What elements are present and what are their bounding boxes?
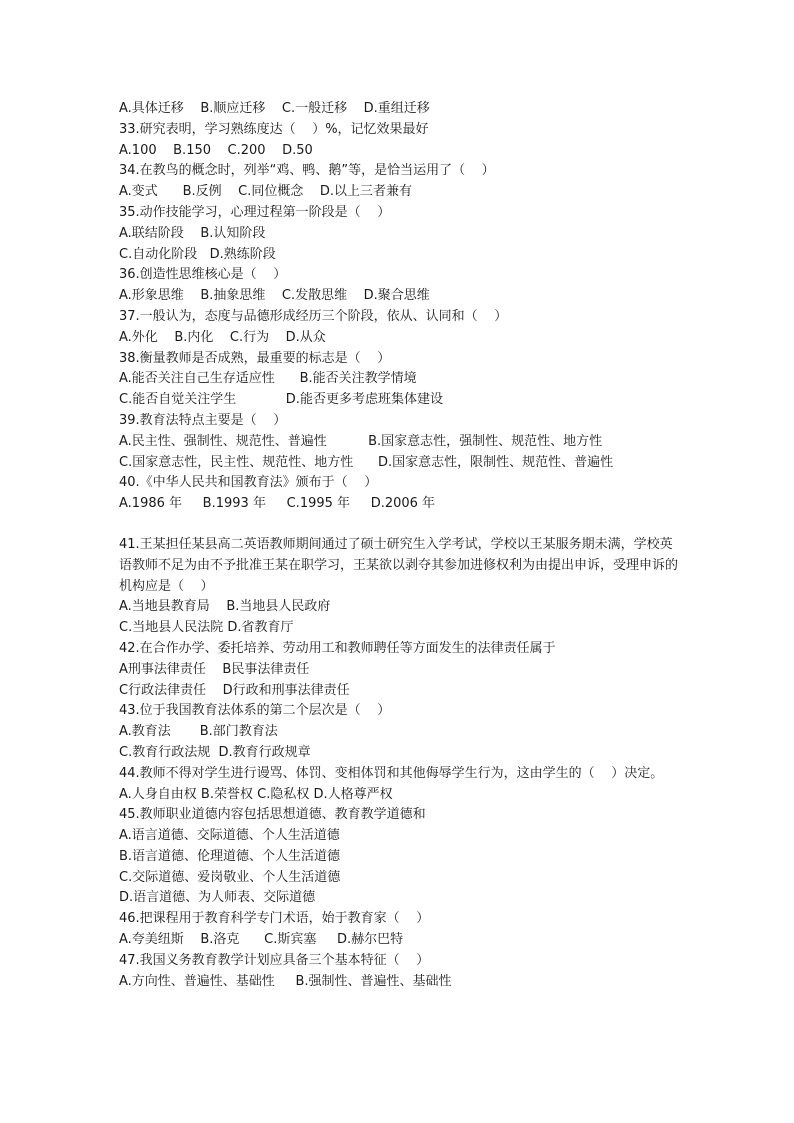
q35-question: 35.动作技能学习，心理过程第一阶段是（ ） — [119, 204, 391, 220]
q43-question: 43.位于我国教育法体系的第二个层次是（ ） — [119, 703, 391, 719]
q42-question: 42.在合作办学、委托培养、劳动用工和教师聘任等方面发生的法律责任属于 — [119, 640, 556, 656]
q46-question: 46.把课程用于教育科学专门术语，始于教育家（ ） — [119, 911, 430, 927]
q36-options: A.形象思维 B.抽象思维 C.发散思维 D.聚合思维 — [119, 288, 430, 304]
q45-option-c: C.交际道德、爱岗敬业、个人生活道德 — [119, 869, 341, 885]
q36-question: 36.创造性思维核心是（ ） — [119, 267, 287, 283]
q44-options: A.人身自由权 B.荣誉权 C.隐私权 D.人格尊严权 — [119, 786, 393, 802]
q45-option-a: A.语言道德、交际道德、个人生活道德 — [119, 828, 340, 844]
q40-options: A.1986 年 B.1993 年 C.1995 年 D.2006 年 — [119, 496, 436, 512]
q45-question: 45.教师职业道德内容包括思想道德、教育教学道德和 — [119, 807, 426, 823]
q41-question: 41.王某担任某县高二英语教师期间通过了硕士研究生入学考试，学校以王某服务期未满，学校英语教师不足为由不予批准王某在职学习，王某欲以剥夺其参加进修权利为由提出申诉，受理申诉的机构应是（ ） — [119, 536, 679, 594]
q41-options-cd: C.当地县人民法院 D.省教育厅 — [119, 620, 294, 636]
q35-options-cd: C.自动化阶段 D.熟练阶段 — [119, 246, 276, 262]
q37-options: A.外化 B.内化 C.行为 D.从众 — [119, 329, 326, 345]
q38-options-cd: C.能否自觉关注学生 D.能否更多考虑班集体建设 — [119, 392, 443, 408]
q37-question: 37.一般认为，态度与品德形成经历三个阶段，依从、认同和（ ） — [119, 308, 508, 324]
q35-options-ab: A.联结阶段 B.认知阶段 — [119, 225, 266, 241]
q47-question: 47.我国义务教育教学计划应具备三个基本特征（ ） — [119, 952, 430, 968]
q38-options-ab: A.能否关注自己生存适应性 B.能否关注教学情境 — [119, 371, 417, 387]
q42-options-ab: A刑事法律责任 B民事法律责任 — [119, 661, 310, 677]
q39-question: 39.教育法特点主要是（ ） — [119, 412, 287, 428]
q34-options: A.变式 B.反例 C.同位概念 D.以上三者兼有 — [119, 184, 413, 200]
q33-options: A.100 B.150 C.200 D.50 — [119, 142, 313, 158]
q47-options-ab: A.方向性、普遍性、基础性 B.强制性、普遍性、基础性 — [119, 973, 452, 989]
exam-page — [119, 99, 679, 992]
q43-options-ab: A.教育法 B.部门教育法 — [119, 724, 278, 740]
q44-question: 44.教师不得对学生进行谩骂、体罚、变相体罚和其他侮辱学生行为，这由学生的（ ）决定。 — [119, 765, 664, 781]
q43-options-cd: C.教育行政法规 D.教育行政规章 — [119, 744, 311, 760]
q41-options-ab: A.当地县教育局 B.当地县人民政府 — [119, 599, 331, 615]
q39-options-cd: C.国家意志性，民主性、规范性、地方性 D.国家意志性，限制性、规范性、普遍性 — [119, 454, 614, 470]
q46-options: A.夸美纽斯 B.洛克 C.斯宾塞 D.赫尔巴特 — [119, 932, 404, 948]
q34-question: 34.在教鸟的概念时，列举“鸡、鸭、鹅”等，是恰当运用了（ ） — [119, 163, 495, 179]
q39-options-ab: A.民主性、强制性、规范性、普遍性 B.国家意志性，强制性、规范性、地方性 — [119, 433, 603, 449]
section-gap — [119, 515, 679, 535]
q32-options: A.具体迁移 B.顺应迁移 C.一般迁移 D.重组迁移 — [119, 101, 430, 116]
q45-option-b: B.语言道德、伦理道德、个人生活道德 — [119, 848, 341, 864]
q38-question: 38.衡量教师是否成熟，最重要的标志是（ ） — [119, 350, 391, 366]
q33-question: 33.研究表明，学习熟练度达（ ）%，记忆效果最好 — [119, 121, 429, 137]
q45-option-d: D.语言道德、为人师表、交际道德 — [119, 890, 316, 906]
q40-question: 40.《中华人民共和国教育法》颁布于（ ） — [119, 475, 378, 491]
q42-options-cd: C行政法律责任 D行政和刑事法律责任 — [119, 682, 350, 698]
